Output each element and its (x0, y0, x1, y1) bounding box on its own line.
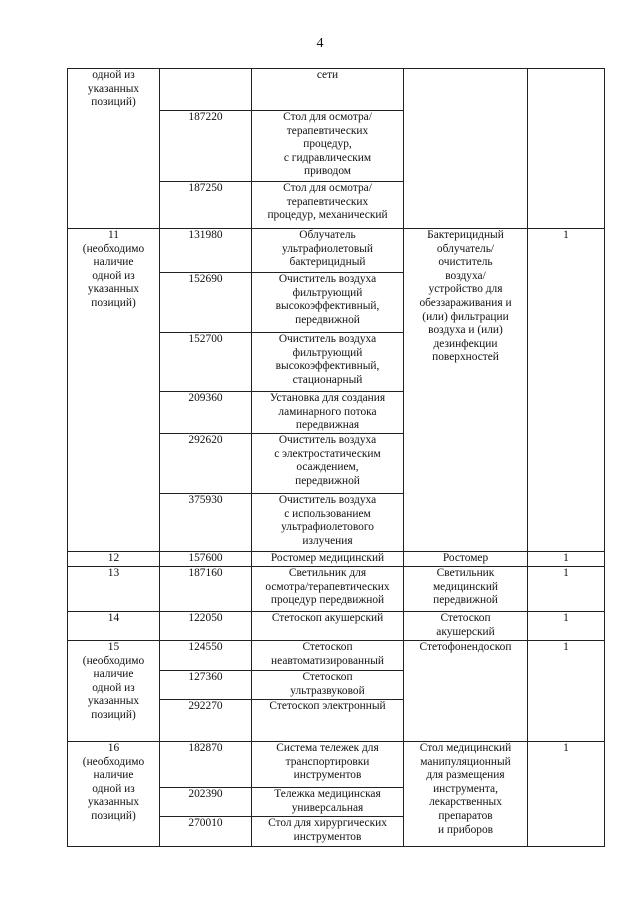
item-name-text: фильтрующий (292, 346, 363, 359)
item-code-cell: 187250 (160, 182, 252, 229)
row-number-text: наличие (93, 668, 134, 681)
quantity-cell: 1 (528, 612, 605, 641)
item-name-text: Светильник для (288, 567, 367, 579)
requirement-text: Стетоскоп (440, 612, 491, 624)
row-number-text: одной из (92, 269, 135, 282)
item-name-text: с электростатическим (274, 447, 381, 460)
item-name-text: ультразвуковой (290, 684, 365, 697)
row-number-text: 15 (107, 641, 120, 653)
item-name-text: Стол для хирургических (268, 817, 387, 829)
quantity-cell: 1 (528, 567, 605, 612)
requirement-text: передвижной (433, 594, 498, 607)
row-number-text: позиций) (91, 96, 136, 109)
row-number-text: одной из (92, 681, 135, 694)
item-name-text: терапевтических (286, 195, 369, 208)
requirement-text: Светильник (436, 567, 495, 579)
row-number-cell (68, 552, 160, 567)
row-number-text: (необходимо (82, 654, 145, 667)
item-name-text: Облучатель (299, 229, 356, 241)
table-row (68, 612, 605, 641)
item-name-text: передвижной (295, 313, 360, 326)
requirement-cell (404, 229, 528, 552)
item-name-cell (252, 788, 404, 817)
item-name-text: стационарный (292, 373, 363, 386)
row-number-text: 14 (107, 612, 120, 624)
requirement-text: воздуха и (или) (428, 324, 503, 337)
requirement-text: воздуха/ (445, 269, 486, 282)
item-name-cell (252, 671, 404, 700)
item-code-cell: 375930 (160, 494, 252, 552)
row-number-text: 16 (107, 742, 120, 754)
item-code-cell: 187160 (160, 567, 252, 612)
item-name-text: с использованием (284, 507, 371, 520)
item-name-text: процедур, (303, 138, 352, 151)
requirement-text: обеззараживания и (419, 296, 512, 309)
item-name-text: передвижная (295, 419, 360, 432)
requirement-text: препаратов (438, 809, 493, 822)
item-name-text: Стетоскоп (302, 671, 353, 683)
item-name-cell (252, 567, 404, 612)
item-code-cell: 292620 (160, 434, 252, 494)
item-name-cell (252, 700, 404, 742)
item-name-text: неавтоматизированный (271, 654, 384, 667)
table-row (68, 69, 605, 111)
item-name-text: инструментов (293, 769, 362, 782)
row-number-text: наличие (93, 256, 134, 269)
requirement-text: инструмента, (433, 782, 498, 795)
row-number-text: позиций) (91, 708, 136, 721)
row-number-text: одной из (92, 69, 135, 81)
requirement-text: (или) фильтрации (422, 310, 509, 323)
row-number-cell (68, 641, 160, 742)
row-number-text: 13 (107, 567, 120, 579)
requirement-text: Стетофонендоскоп (419, 641, 512, 653)
requirement-cell (404, 612, 528, 641)
row-number-cell (68, 612, 160, 641)
item-name-text: процедур, механический (267, 209, 388, 222)
item-name-text: Очиститель воздуха (278, 273, 377, 285)
item-name-text: Стетоскоп акушерский (271, 612, 384, 624)
requirement-text: манипуляционный (420, 755, 511, 768)
item-name-text: Стетоскоп электронный (269, 700, 386, 712)
item-code-cell: 131980 (160, 229, 252, 273)
requirement-text: и приборов (437, 823, 494, 836)
requirement-text: Бактерицидный (427, 229, 504, 241)
item-name-text: ультрафиолетового (281, 521, 374, 534)
equipment-table (67, 68, 605, 847)
row-number-cell (68, 742, 160, 847)
item-name-text: передвижной (295, 474, 360, 487)
quantity-cell: 1 (528, 742, 605, 847)
item-name-text: универсальная (291, 801, 364, 814)
table-row (68, 229, 605, 273)
item-code-cell: 270010 (160, 817, 252, 847)
row-number-text: одной из (92, 782, 135, 795)
item-code-cell: 187220 (160, 111, 252, 182)
item-name-text: Ростомер медицинский (270, 552, 385, 564)
item-name-text: высокоэффективный, (275, 300, 380, 313)
row-number-text: указанных (87, 82, 140, 95)
requirement-text: для размещения (426, 769, 505, 782)
row-number-cell (68, 229, 160, 552)
quantity-cell: 1 (528, 229, 605, 552)
requirement-cell (404, 567, 528, 612)
requirement-cell (404, 552, 528, 567)
table-row (68, 567, 605, 612)
requirement-text: медицинский (432, 580, 499, 593)
item-name-text: инструментов (293, 830, 362, 843)
requirement-text: Стол медицинский (419, 742, 512, 754)
item-name-cell (252, 641, 404, 671)
table-row (68, 742, 605, 788)
row-number-text: указанных (87, 283, 140, 296)
item-code-cell: 209360 (160, 392, 252, 434)
item-name-text: осмотра/терапевтических (265, 580, 390, 593)
requirement-text: облучатель/ (436, 242, 495, 255)
item-name-text: транспортировки (285, 755, 370, 768)
item-name-cell (252, 229, 404, 273)
item-name-text: излучения (302, 534, 353, 547)
item-name-text: ламинарного потока (278, 405, 377, 418)
item-name-cell (252, 69, 404, 111)
item-name-text: Установка для создания (269, 392, 386, 404)
requirement-cell (404, 641, 528, 742)
item-name-text: Стетоскоп (302, 641, 353, 653)
item-code-cell: 122050 (160, 612, 252, 641)
item-code-cell: 157600 (160, 552, 252, 567)
item-code-cell: 202390 (160, 788, 252, 817)
requirement-text: поверхностей (432, 351, 499, 364)
item-name-cell (252, 392, 404, 434)
quantity-cell: 1 (528, 552, 605, 567)
row-number-text: (необходимо (82, 755, 145, 768)
item-name-text: фильтрующий (292, 286, 363, 299)
item-name-cell (252, 182, 404, 229)
item-name-text: с гидравлическим (283, 151, 372, 164)
item-name-text: Очиститель воздуха (278, 494, 377, 506)
requirement-cell (404, 742, 528, 847)
item-name-cell (252, 612, 404, 641)
quantity-cell: 1 (528, 641, 605, 742)
item-code-cell: 124550 (160, 641, 252, 671)
item-name-cell (252, 333, 404, 392)
table-row (68, 552, 605, 567)
item-code-cell: 127360 (160, 671, 252, 700)
item-name-cell (252, 434, 404, 494)
item-name-text: Стол для осмотра/ (283, 182, 372, 194)
item-name-cell (252, 494, 404, 552)
item-code-cell: 152690 (160, 273, 252, 333)
row-number-text: (необходимо (82, 242, 145, 255)
item-name-cell (252, 552, 404, 567)
item-name-text: Очиститель воздуха (278, 434, 377, 446)
item-name-text: осаждением, (296, 461, 359, 474)
row-number-text: указанных (87, 695, 140, 708)
requirement-text: очиститель (438, 256, 493, 269)
item-name-text: терапевтических (286, 124, 369, 137)
item-name-text: Стол для осмотра/ (283, 111, 372, 123)
item-code-cell (160, 69, 252, 111)
row-number-cell (68, 69, 160, 229)
row-number-text: наличие (93, 769, 134, 782)
item-name-cell (252, 111, 404, 182)
item-code-cell: 152700 (160, 333, 252, 392)
item-name-text: процедур передвижной (270, 594, 385, 607)
requirement-text: акушерский (436, 625, 495, 638)
row-number-text: позиций) (91, 296, 136, 309)
requirement-text: лекарственных (429, 796, 502, 809)
item-name-text: Очиститель воздуха (278, 333, 377, 345)
row-number-text: 12 (107, 552, 120, 564)
item-name-text: Система тележек для (276, 742, 379, 754)
row-number-cell (68, 567, 160, 612)
item-name-cell (252, 817, 404, 847)
item-name-text: приводом (303, 165, 352, 178)
table-row (68, 641, 605, 671)
row-number-text: указанных (87, 796, 140, 809)
item-name-cell (252, 273, 404, 333)
page-number: 4 (316, 36, 324, 51)
requirement-text: дезинфекции (433, 337, 498, 350)
row-number-text: позиций) (91, 809, 136, 822)
item-code-cell: 182870 (160, 742, 252, 788)
item-name-text: ультрафиолетовый (282, 242, 373, 255)
item-code-cell: 292270 (160, 700, 252, 742)
requirement-cell (404, 69, 528, 229)
requirement-text: Ростомер (442, 552, 489, 564)
item-name-cell (252, 742, 404, 788)
requirement-text: устройство для (428, 283, 503, 296)
quantity-cell (528, 69, 605, 229)
item-name-text: Тележка медицинская (274, 788, 381, 800)
item-name-text: высокоэффективный, (275, 360, 380, 373)
item-name-text: сети (316, 69, 339, 81)
item-name-text: бактерицидный (289, 256, 366, 269)
row-number-text: 11 (108, 229, 119, 241)
